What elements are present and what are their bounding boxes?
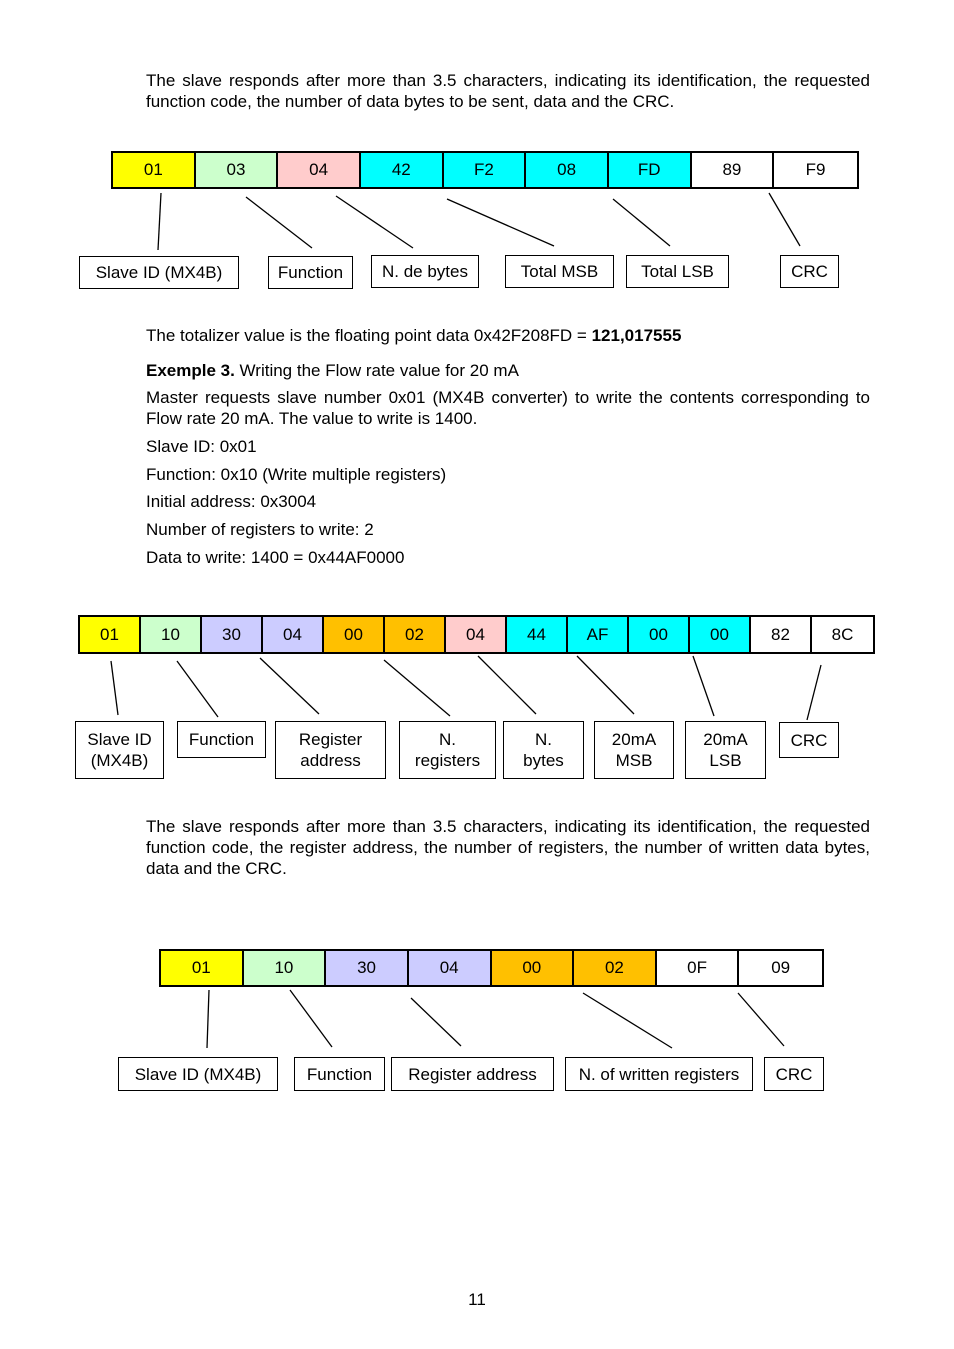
field-label: Total MSB (505, 255, 614, 288)
page-number: 11 (468, 1290, 486, 1309)
byte-cell: 01 (113, 153, 196, 187)
byte-cell: 30 (326, 951, 409, 985)
byte-cell: 8C (812, 617, 873, 652)
byte-cell: 42 (361, 153, 444, 187)
byte-cell: 08 (526, 153, 609, 187)
intro-paragraph: The slave responds after more than 3.5 characters, indicating its identification, the requested function code, the number of data bytes to be sent, data and the CRC. (146, 71, 870, 111)
byte-cell: 82 (751, 617, 812, 652)
field-label: Function (177, 721, 266, 758)
byte-cell: 10 (244, 951, 327, 985)
field-label: N. de bytes (371, 255, 479, 288)
byte-cell: 0F (657, 951, 740, 985)
field-label: 20mA MSB (594, 721, 674, 779)
byte-cell: 00 (492, 951, 575, 985)
function-line: Function: 0x10 (Write multiple registers) (146, 465, 447, 484)
field-label: Slave ID (MX4B) (75, 721, 164, 779)
initial-address-line: Initial address: 0x3004 (146, 492, 317, 511)
byte-cell: 02 (385, 617, 446, 652)
byte-cell: FD (609, 153, 692, 187)
field-label: CRC (779, 722, 839, 758)
example-heading: Exemple 3. Writing the Flow rate value for 20 mA (146, 361, 519, 380)
field-label: Slave ID (MX4B) (118, 1057, 278, 1091)
field-label: Function (294, 1057, 385, 1091)
byte-cell: AF (568, 617, 629, 652)
field-label: Slave ID (MX4B) (79, 256, 239, 289)
field-label: Register address (391, 1057, 554, 1091)
field-label: Register address (275, 721, 386, 779)
byte-cell: 10 (141, 617, 202, 652)
field-label: CRC (780, 255, 839, 288)
byte-cell: 00 (629, 617, 690, 652)
byte-cell: 01 (80, 617, 141, 652)
field-label: N. bytes (503, 721, 584, 779)
byte-cell: 04 (409, 951, 492, 985)
byte-cell: 03 (196, 153, 279, 187)
field-label: N. of written registers (565, 1057, 753, 1091)
byte-cell: 04 (263, 617, 324, 652)
master-request-paragraph: Master requests slave number 0x01 (MX4B converter) to write the contents corresponding to Flow rate 20 mA. The value to write is 1400. (146, 388, 870, 428)
byte-cell: F2 (444, 153, 527, 187)
totalizer-line: The totalizer value is the floating point data 0x42F208FD = 121,017555 (146, 326, 682, 345)
slave-id-line: Slave ID: 0x01 (146, 437, 257, 456)
byte-cell: 30 (202, 617, 263, 652)
request-frame-2 (78, 615, 875, 654)
byte-cell: 01 (161, 951, 244, 985)
slave-response-paragraph: The slave responds after more than 3.5 characters, indicating its identification, the requested function code, the register address, the number of registers, the number of written data bytes, data and the CRC. (146, 817, 870, 878)
response-frame-3 (159, 949, 824, 987)
byte-cell: 02 (574, 951, 657, 985)
totalizer-value: 121,017555 (591, 326, 682, 345)
field-label: Function (268, 256, 353, 289)
byte-cell: 44 (507, 617, 568, 652)
byte-cell: 04 (446, 617, 507, 652)
byte-cell: 89 (692, 153, 775, 187)
byte-cell: 09 (739, 951, 822, 985)
byte-cell: 04 (278, 153, 361, 187)
num-registers-line: Number of registers to write: 2 (146, 520, 374, 539)
byte-cell: 00 (690, 617, 751, 652)
byte-cell: 00 (324, 617, 385, 652)
field-label: N. registers (399, 721, 496, 779)
field-label: CRC (764, 1057, 824, 1091)
field-label: 20mA LSB (685, 721, 766, 779)
field-label: Total LSB (626, 255, 729, 288)
data-to-write-line: Data to write: 1400 = 0x44AF0000 (146, 548, 405, 567)
byte-cell: F9 (774, 153, 857, 187)
